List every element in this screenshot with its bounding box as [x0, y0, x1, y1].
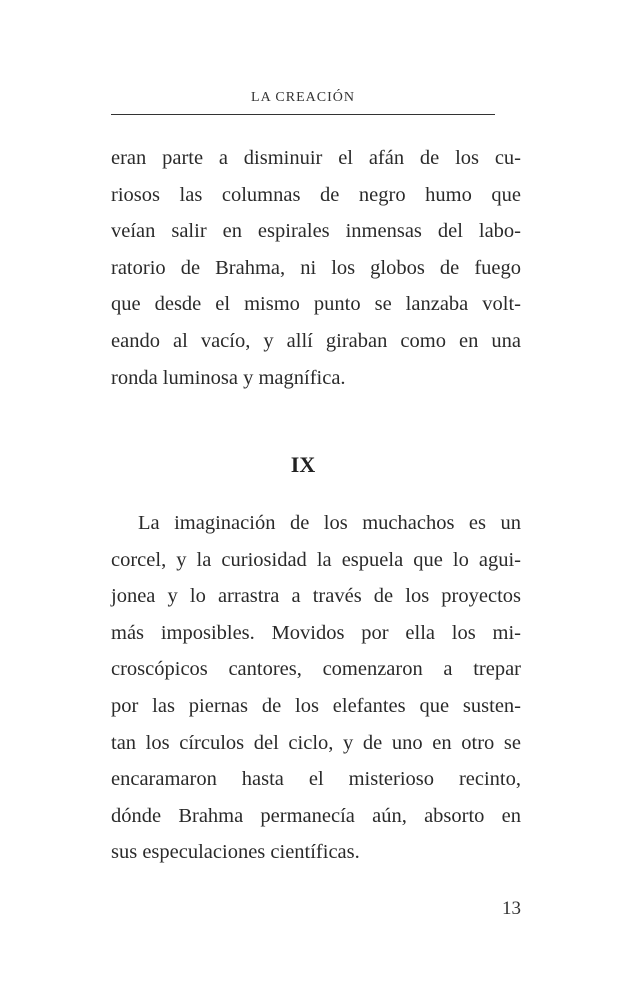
chapter-heading: IX	[290, 452, 316, 477]
text-line: jonea y lo arrastra a través de los proyectos	[111, 585, 521, 608]
text-line: veían salir en espirales inmensas del labo-	[111, 220, 521, 243]
text-line: que desde el mismo punto se lanzaba volt-	[111, 293, 521, 316]
text-line: eran parte a disminuir el afán de los cu-	[111, 147, 521, 169]
text-line: croscópicos cantores, comenzaron a trepar	[111, 658, 521, 681]
paragraph-2	[111, 505, 521, 871]
text-line: por las piernas de los elefantes que susten-	[111, 694, 521, 717]
text-line: sus especulaciones científicas.	[111, 841, 360, 864]
text-line: corcel, y la curiosidad la espuela que lo agui-	[111, 548, 521, 571]
text-line: dónde Brahma permanecía aún, absorto en	[111, 804, 521, 827]
text-line: encaramaron hasta el misterioso recinto,	[111, 768, 521, 791]
page-number: 13	[502, 898, 521, 919]
header-rule	[111, 114, 495, 115]
paragraph-1	[111, 140, 521, 396]
text-line: riosos las columnas de negro humo que	[111, 183, 521, 206]
text-line: tan los círculos del ciclo, y de uno en otro se	[111, 731, 521, 754]
text-line: eando al vacío, y allí giraban como en una	[111, 329, 521, 352]
text-line: más imposibles. Movidos por ella los mi-	[111, 621, 521, 644]
text-line: ratorio de Brahma, ni los globos de fuego	[111, 256, 521, 279]
text-line: ronda luminosa y magnífica.	[111, 366, 346, 389]
running-head: LA CREACIÓN	[251, 90, 355, 105]
text-line: La imaginación de los muchachos es un	[138, 512, 521, 534]
